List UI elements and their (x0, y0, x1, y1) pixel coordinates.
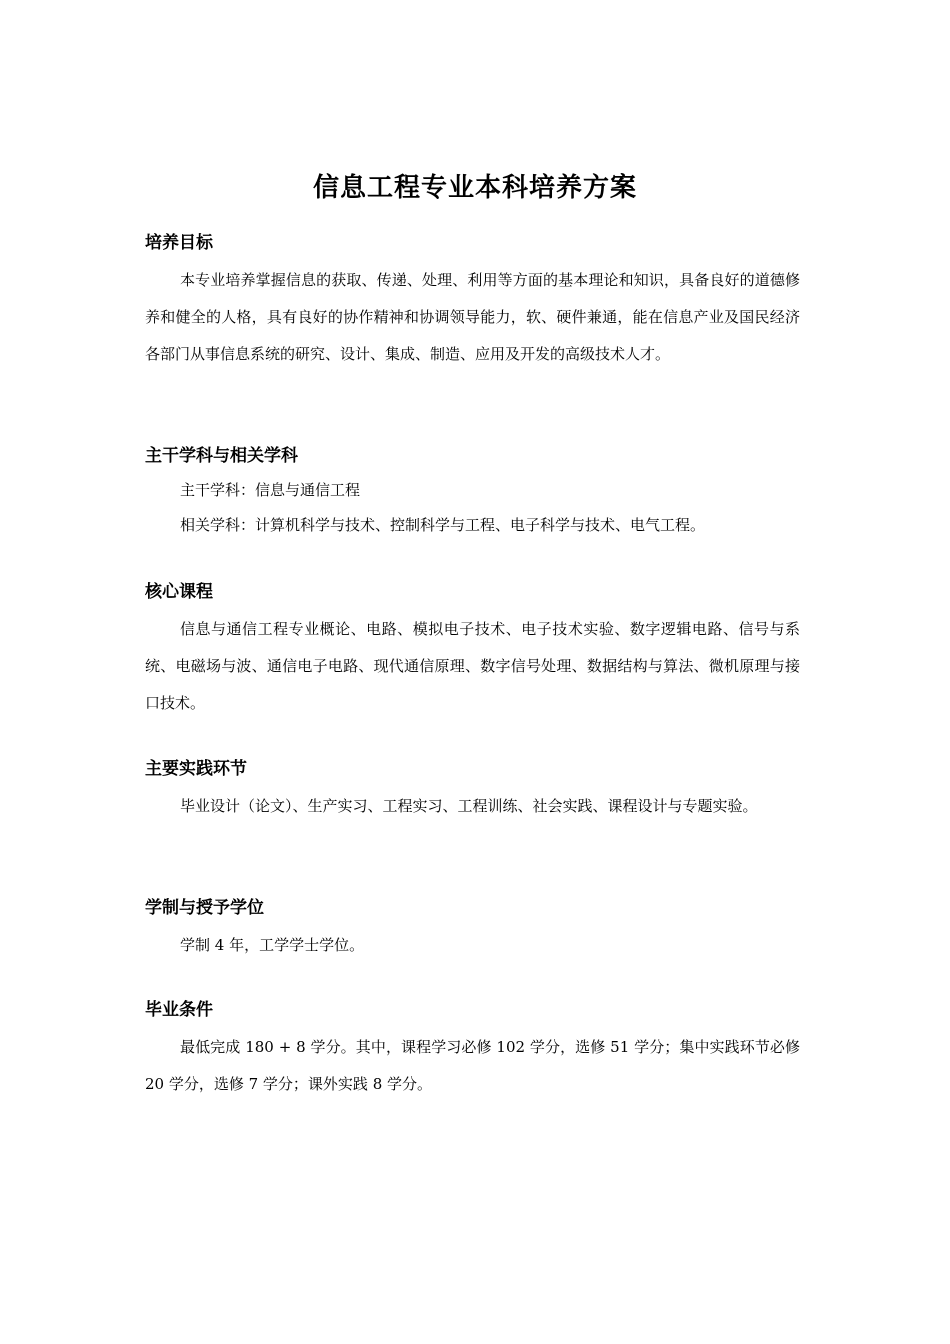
section-heading-practice: 主要实践环节 (145, 759, 247, 779)
section-heading-graduation: 毕业条件 (145, 1000, 213, 1020)
main-discipline-line: 主干学科：信息与通信工程 (180, 481, 361, 499)
section-heading-degree: 学制与授予学位 (145, 898, 264, 918)
section-text-core-courses: 信息与通信工程专业概论、电路、模拟电子技术、电子技术实验、数字逻辑电路、信号与系统、电磁场与波、通信电子电路、现代通信原理、数字信号处理、数据结构与算法、微机原理与接口技术。 (145, 620, 800, 712)
section-graduation (145, 997, 800, 1103)
section-text-graduation: 最低完成 180 + 8 学分。其中，课程学习必修 102 学分，选修 51 学分；集中实践环节必修 20 学分，选修 7 学分；课外实践 8 学分。 (145, 1038, 800, 1093)
section-core-courses (145, 579, 800, 722)
section-goals (145, 230, 800, 373)
section-text-practice: 毕业设计（论文）、生产实习、工程实习、工程训练、社会实践、课程设计与专题实验。 (180, 797, 758, 815)
section-degree (145, 895, 800, 964)
related-discipline-line: 相关学科：计算机科学与技术、控制科学与工程、电子科学与技术、电气工程。 (180, 516, 706, 534)
section-disciplines (145, 443, 800, 546)
document-title: 信息工程专业本科培养方案 (312, 173, 637, 203)
section-text-goals: 本专业培养掌握信息的获取、传递、处理、利用等方面的基本理论和知识，具备良好的道德修养和健全的人格，具有良好的协作精神和协调领导能力，软、硬件兼通，能在信息产业及国民经济各部门从事信息系统的研究、设计、集成、制造、应用及开发的高级技术人才。 (145, 271, 800, 363)
section-text-degree: 学制 4 年，工学学士学位。 (180, 936, 365, 954)
section-heading-disciplines: 主干学科与相关学科 (145, 446, 298, 466)
section-heading-goals: 培养目标 (145, 233, 213, 253)
section-heading-core-courses: 核心课程 (145, 582, 213, 602)
section-practice (145, 756, 800, 825)
